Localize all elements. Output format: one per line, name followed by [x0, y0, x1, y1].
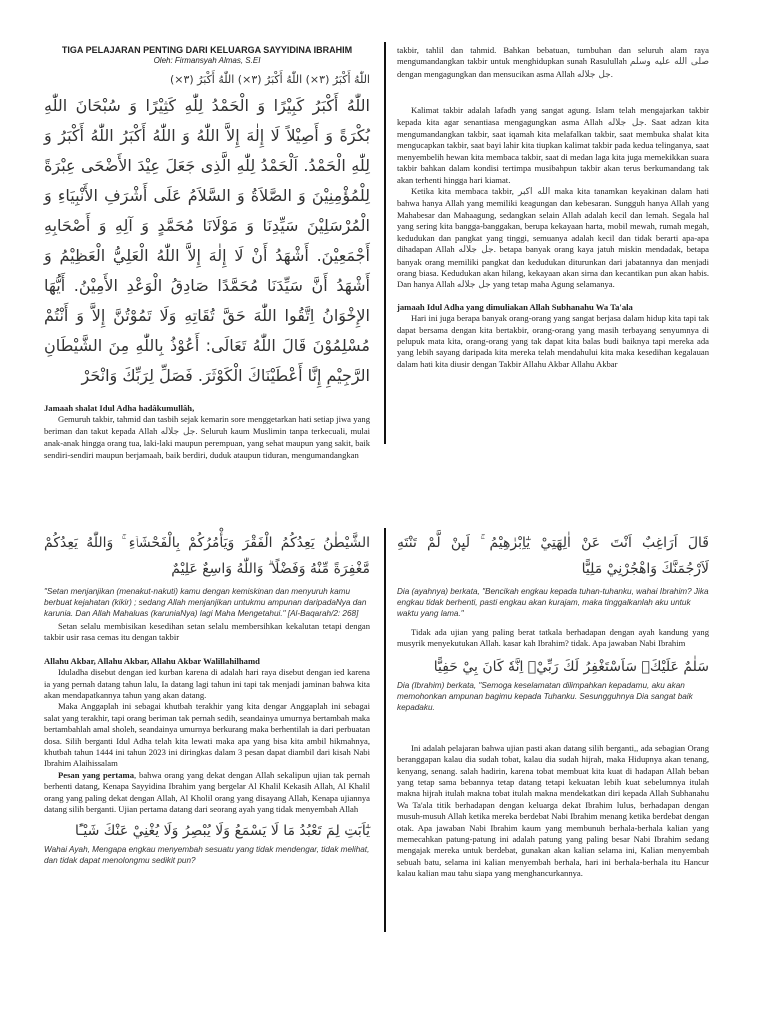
document-title: TIGA PELAJARAN PENTING DARI KELUARGA SAYYIDINA IBRAHIM [61, 45, 353, 55]
arabic-maryam-42: يٰٓاَبَتِ لِمَ تَعْبُدُ مَا لَا يَسْمَعُ وَلَا يُبْصِرُ وَلَا يُغْنِيْ عَنْكَ شَيْـًٔا [75, 822, 370, 839]
arabic-opening-text: اللّٰهُ أَكْبَرُ كَبِيْرًا وَ الْحَمْدُ لِلّٰهِ كَثِيْرًا وَ سُبْحَانَ اللّٰهِ بُكْرَةً وَ أَصِيْلاً لَا إِلٰهَ إِلاَّ اللّٰهُ وَ اللّٰهُ أَكْبَرُ اللّٰهُ أَكْبَرُ وَ لِلّٰهِ الْحَمْدُ. اَلْحَمْدُ لِلّٰهِ الَّذِى جَعَلَ عِيْدَ الأَضْحَى عِبْرَةً لِلْمُؤْمِنِيْنَ وَ الصَّلاَةُ وَ السَّلاَمُ عَلَى أَشْرَفِ الأَنْبِيَاءِ وَ الْمُرْسَلِيْنَ سَيِّدِنَا وَ مَوْلَانَا مُحَمَّدٍ وَ آلِهِ وَ أَصْحَابِهِ أَجْمَعِيْنَ. أَشْهَدُ أَنْ لَا إِلٰهَ إِلاَّ اللّٰهُ الْعَلِيُّ الْعَظِيْمُ وَ أَشْهَدُ أَنَّ سَيِّدَنَا مُحَمَّدًا صَادِقُ الْوَعْدِ الأَمِيْنُ. أَيُّهَا الإِخْوَانُ اِتَّقُوا اللّٰهَ حَقَّ تُقَاتِهِ وَلَا تَمُوْتُنَّ إِلاَّ وَ أَنْتُمْ مُسْلِمُوْنَ قَالَ اللّٰهُ تَعَالَى: أَعُوْذُ بِاللّٰهِ مِنَ الشَّيْطَانِ الرَّجِيْمِ إِنَّا أَعْطَيْنَاكَ الْكَوْثَرَ. فَصَلِّ لِرَبِّكَ وَانْحَرْ [44, 96, 370, 385]
paragraph-kalimat-takbir [397, 105, 709, 186]
paragraph-ketika [397, 186, 709, 292]
arabic-maryam-47: سَلٰمٌ عَلَيْكَۚ سَاَسْتَغْفِرُ لَكَ رَبِّيْۗ اِنَّهٗ كَانَ بِيْ حَفِيًّا [433, 658, 709, 675]
jalla-jalaluh-glyph: جل جلاله [607, 117, 645, 128]
paragraph-tidak-ada-ujian: Tidak ada ujian yang paling berat tatkala berhadapan dengan ayah kandung yang musyrik menyekutukan Allah. kasar kah Ibrahim? tidak. Apa jawaban Nabi Ibrahim [397, 627, 709, 649]
paragraph-iduladha: Iduladha disebut dengan ied kurban karena di adalah hari raya disebut dengan ied karena ia yang pernah datang tahun lalu, Ia datang lagi tahun ini tapi tak menjadi jaminan bahwa kita akan mendapatkannya tahun yang akan datang. [44, 667, 370, 701]
paragraph-takbir-end: . [610, 68, 613, 79]
pesan-pertama-text: , bahwa orang yang dekat dengan Allah sekalipun ujian tak pernah berhenti datang, Kenapa Sayyidina Ibrahim yang bergelar Al Khalil Kekasih Allah, Al Khalil orang yang paling dekat dengan Allah, Al Kholil orang yang disayang Allah, Kenapa ujiannya datang silih berganti. Ujian pertama datang dari seorang ayah yang tidak menyembah Allah [44, 769, 370, 815]
saw-glyph: صلى الله عليه وسلم [629, 57, 710, 68]
translation-maryam-47: Dia (Ibrahim) berkata, "Semoga keselamatan dilimpahkan kepadamu, aku akan memohonkan ampunan bagimu kepada Tuhanku. Sesungguhnya Dia sangat baik kepadaku. [397, 680, 693, 712]
allahu-akbar-heading: Allahu Akbar, Allahu Akbar, Allahu Akbar Walillahilhamd [44, 655, 260, 666]
ketika-part4: yang tetap maha Agung selamanya. [492, 279, 615, 290]
page-top-left [44, 45, 371, 460]
column-divider-bottom [384, 528, 386, 932]
paragraph-maka-anggaplah: Maka Anggaplah ini sebagai khutbah terakhir yang kita dengar Anggaplah ini sebagai salat yang terakhir, tapi orang beriman tak pernah sedih, seandainya umurnya bertambah maka bertambahlah amal sholeh, seandainya umurnya berkurang maka berhentilah ia dari perbuatan dosa. Silih berganti Idul Adha telah kita lewati maka apa yang bisa kita ambil hikmahnya, khutbah tahun 1444 ini tahun 2023 ini diringkas dalam 3 pesan dapat diambil dari kisah Nabi Ibrahim Alaihissalam [44, 701, 370, 769]
arabic-al-baqarah-268: الشَّيْطٰنُ يَعِدُكُمُ الْفَقْرَ وَيَأْمُرُكُمْ بِالْفَحْشَاۤءِ ۚ وَاللّٰهُ يَعِدُكُمْ مَّغْفِرَةً مِّنْهُ وَفَضْلًا ۗ وَاللّٰهُ وَاسِعٌ عَلِيْمٌ [44, 535, 370, 577]
translation-maryam-42: Wahai Ayah, Mengapa engkau menyembah sesuatu yang tidak mendengar, tidak melihat, dan tidak dapat menolongmu sedikit pun? [44, 844, 370, 865]
translation-maryam-46: Dia (ayahnya) berkata, "Bencikah engkau kepada tuhan-tuhanku, wahai Ibrahim? Jika engkau tidak berhenti, pasti engkau akan kurajam, maka tinggalkanlah aku untuk waktu yang lama." [397, 587, 709, 618]
allahu-akbar-arabic: الله اكبر [517, 187, 551, 198]
jalla-jalaluh-glyph: جل جلاله [576, 69, 611, 80]
kalimat-part1: Kalimat takbir adalah lafadh yang sangat agung. Islam telah mengajarkan takbir kepada kita agar senantiasa mengagungkan asma Allah [397, 105, 709, 127]
ketika-part3: . betapa banyak orang kaya jatuh miskin mendadak, betapa banyak orang memiliki pangkat dan kedudukan diturunkan dari jabatannya dan menjadi orang biasa. Kedudukan akan hilang, kekayaan akan sirna dan kecantikan pun akan habis. Dan hanya Allah [397, 244, 709, 290]
page-bottom-right [397, 530, 709, 932]
jamaah-dimuliakan-heading: jamaah Idul Adha yang dimuliakan Allah Subhanahu Wa Ta'ala [397, 301, 633, 312]
paragraph-hari-ini: Hari ini juga berapa banyak orang-orang yang sangat berjasa dalam hidup kita tapi tak dapat bersama dengan kita bertakbir, orang-orang yang masih terbayang senyumnya di pelupuk mata kita, orang-orang yang tak dapat kita balas budi baiknya tapi mereka ada yang lebih sayang daripada kita mereka telah mendahului kita maka kesedihan kegalauan dalam hati kita diusir dengan Takbir Allahu Akbar Allahu Akbar [397, 313, 709, 369]
arabic-maryam-46: قَالَ اَرَاغِبٌ اَنْتَ عَنْ اٰلِهَتِيْ يٰٓاِبْرٰهِيْمُ ۚ لَىِٕنْ لَّمْ تَنْتَهِ لَاَرْجُمَنَّكَ وَاهْجُرْنِيْ مَلِيًّا [397, 535, 709, 577]
jamaah-heading: Jamaah shalat Idul Adha hadâkumullâh, [44, 403, 195, 413]
paragraph-takbir-part1: takbir, tahlil dan tahmid. Bahkan bebatuan, tumbuhan dan seluruh alam raya mengumandangkan takbir untuk menghidupkan sunah Rasulullah [397, 45, 709, 67]
paragraph-gemuruh-part2: . Seluruh kaum Muslimin tanpa terkecuali, mulai anak-anak hingga orang tua, laki-laki maupun perempuan, yang sehat maupun yang sakit, baik sendiri-sendiri maupun berjamaah, baik berdiri, duduk ataupun tiduran, mengumandangkan [44, 425, 371, 460]
jalla-jalaluh-glyph: جل جلاله [458, 245, 494, 256]
paragraph-gemuruh [44, 414, 370, 461]
pesan-pertama-label: Pesan yang pertama [58, 769, 134, 780]
paragraph-ini-adalah-pelajaran: Ini adalah pelajaran bahwa ujian pasti akan datang silih berganti,, ada sebagian Orang beranggapan kalau dia sudah tobat, kalau dia sudah hijrah, maka Hidupnya akan tenang, kenyang, senang. salah hadirin, karena tobat membuat kita kuat di hadapan Allah beban yang tetap sama bebannya tetap datang tetapi kekuatan lebih kuat sebelumnya itulah makna hijrah itulah makna tobat itulah makna mendekatkan diri kepada Allah Subhanahu Wa Ta'ala titik berhadapan dengan keluarga dekat Ibrahim lulus, berhadapan dengan musuh-musuh Allah ketika mereka berdebat Nabi Ibrahim menang ketika berdebat dengan otak. Apa jawaban Nabi Ibrahim kaum yang membunuh berhala-berhala kalian yang memecahkan patung-patung ini adalah patung yang paling besar Nabi Ibrahim sedang mengajak mereka untuk berdebat, gunakan akan kalian selama ini, Kalian menyembah sebuah batu, selama ini kalian menyembah berhala, hari ini berhala-berhala itu Hancur kalau kalian mau tahu siapa yang menghancurkannya. [397, 742, 709, 879]
paragraph-gemuruh-part1: Gemuruh takbir, tahmid dan tasbih sejak kemarin sore menggetarkan hati setiap jiwa yang beriman dan takut kepada Allah [44, 414, 370, 436]
author-line: Oleh: Firmansyah Almas, S.EI [153, 56, 261, 65]
paragraph-setan: Setan selalu membisikan kesedihan setan selalu membersihkan kekalutan tetapi dengan takbir usir rasa cemas itu dengan takbir [44, 621, 370, 643]
arabic-takbir-line: اللّٰهُ أَكْبَرُ (٣×) اللّٰهُ أَكْبَرُ (٣×) اللّٰهُ أَكْبَرُ (٣×) [169, 73, 370, 86]
page-bottom-left [44, 530, 370, 932]
jalla-jalaluh-glyph: جل جلاله [160, 426, 196, 437]
paragraph-takbir-part2: dengan mengagungkan dan mensucikan asma Allah [397, 68, 575, 79]
ketika-part1: Ketika kita membaca takbir, [411, 186, 514, 197]
column-divider-top [384, 42, 386, 444]
translation-al-baqarah-268: "Setan menjanjikan (menakut-nakuti) kamu dengan kemiskinan dan menyuruh kamu berbuat kejahatan (kikir) ; sedang Allah menjanjikan untukmu ampunan daripadaNya dan karunia. Dan Allah Mahaluas (karuniaNya) lagi Maha Mengetahui." [Al-Baqarah/2: 268] [44, 587, 367, 618]
page-top-right [397, 45, 709, 443]
paragraph-takbir-tahlil [397, 45, 709, 81]
paragraph-pesan-pertama [44, 770, 370, 816]
kalimat-part2: . Saat adzan kita mengumandangkan takbir, saat iqamah kita melafalkan takbir, saat membuka shalat kita mengucapkan takbir, saat bayi lahir kita tiupkan kalimat takbir pada kedua telinganya, saat menyembelih hewan kita membaca takbir, saat di medan laga kita juga memekikkan suara takbir bahkan dalam kondisi tertimpa musibahpun takbir akan terus berkumandang tak akan terhenti hingga hari kiamat. [397, 116, 709, 185]
jalla-jalaluh-glyph: جل جلاله [456, 280, 491, 291]
ketika-part2: maka kita tanamkan keyakinan dalam hati bahwa hanya Allah yang memiliki keagungan dan kebesaran. Sungguh hanya Allah yang Mahabesar dan Mahaagung, sedangkan selain Allah adalah kecil dan lemah. Segala hal yang sering kita bangga-banggakan, berupa kekayaan harta, mobil mewah, rumah megah, kedudukan dan pangkat yang tinggi, semuanya adalah kecil dan tidak berarti apa-apa dihadapan Allah [397, 186, 710, 255]
